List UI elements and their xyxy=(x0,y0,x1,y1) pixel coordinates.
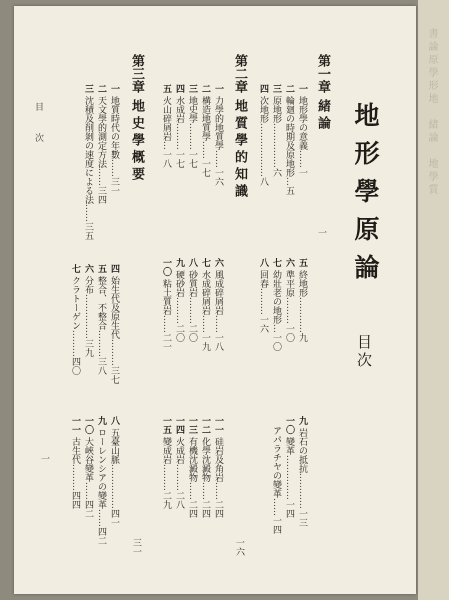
ch2-item-4: 四 水成岩………一七 xyxy=(174,84,184,168)
ch2-item-3: 三 地史學………一七 xyxy=(187,84,197,168)
ch2-item-7: 七 水成碎屑岩……一九 xyxy=(200,258,210,351)
ch1-item-6: 六 準平原………一〇 xyxy=(284,258,294,342)
ch2-item-8: 八 砂質岩………二〇 xyxy=(187,258,197,342)
ch1-item-10: 一〇 變革……………一四 xyxy=(284,416,294,518)
ch3-item-8: 八 五臺山脈……………四一 xyxy=(109,416,119,527)
ch2-item-1: 一 力學的地質學……一六 xyxy=(213,84,223,186)
ch3-item-11: 一一 古生代………四四 xyxy=(70,416,80,509)
ch2-item-11: 一一 硅岩及角岩……二四 xyxy=(213,416,223,518)
ch2-item-14: 一四 火成岩………二八 xyxy=(174,416,184,509)
toc-page xyxy=(14,6,416,594)
ch2-item-12: 一二 化學沈澱物……二四 xyxy=(200,416,210,518)
ch1-item-1: 一 地形學の意義……一 xyxy=(297,84,307,177)
ch2-item-2: 二 構造地質學……一七 xyxy=(200,84,210,177)
ch1-item-4: 四 次地形………………八 xyxy=(258,84,268,186)
bleed-through-text: 書論原學形地 緒論 地學質 xyxy=(426,28,437,197)
side-label: 目次 xyxy=(33,102,43,164)
opposite-page xyxy=(418,0,449,600)
ch3-item-5: 五 整合、不整合………三八 xyxy=(96,264,106,375)
chapter-1-heading xyxy=(313,54,332,133)
ch2-item-9: 九 硬砂岩………二〇 xyxy=(174,258,184,342)
ch2-item-10: 一〇 粘土質岩……二一 xyxy=(161,258,171,351)
ch3-item-2: 二 天文學的測定方法……三四 xyxy=(96,84,106,204)
book-title: 地形學原論 xyxy=(351,102,380,292)
ch3-item-1: 一 地質時代の年數……三一 xyxy=(109,84,119,195)
ch3-item-3: 三 沈積及削剝の速度による法……三五 xyxy=(83,84,93,240)
ch3-item-10: 一〇 大峽谷變革……四二 xyxy=(83,416,93,518)
chapter-3-title: 地史學概要 xyxy=(129,99,144,184)
ch1-item-2: 二 輪廻の時期及原地形…五 xyxy=(284,84,294,195)
chapter-2-title: 地質學的知識 xyxy=(232,99,247,201)
ch3-item-4: 四 始生代及原生代………三七 xyxy=(109,264,119,384)
page-number: 一 xyxy=(39,454,49,463)
ch1-item-5: 五 終地形…………九 xyxy=(297,258,307,342)
ch2-item-15: 一五 變成岩………二九 xyxy=(161,416,171,509)
toc-subtitle: 目次 xyxy=(355,334,373,370)
ch3-item-7: 七 クラトーゲン………四〇 xyxy=(70,264,80,375)
chapter-3-heading xyxy=(127,54,146,184)
chapter-2-number: 第二章 xyxy=(232,54,247,93)
ch1-item-3: 三 原地形……………六 xyxy=(271,84,281,177)
chapter-2-heading xyxy=(230,54,249,201)
ch1-item-11: アパラチヤの變革……一四 xyxy=(271,426,281,534)
chapter-3-page: 三一 xyxy=(131,538,141,556)
ch1-item-9: 九 岩石の抵抗…………一三 xyxy=(297,416,307,527)
ch1-item-7: 七 幼壯老の地形…一〇 xyxy=(271,258,281,351)
ch3-item-9: 九 ローレンシアの變革……四二 xyxy=(96,416,106,545)
ch2-item-13: 一三 有機沈澱物……二四 xyxy=(187,416,197,518)
chapter-2-page: 一六 xyxy=(234,538,244,556)
ch2-item-5: 五 火山碎屑岩…一八 xyxy=(161,84,171,168)
chapter-1-number: 第一章 xyxy=(315,54,330,93)
ch3-item-6: 六 分布……………三九 xyxy=(83,264,93,357)
ch2-item-6: 六 風成碎屑岩……一八 xyxy=(213,258,223,351)
chapter-1-page: 一 xyxy=(316,228,326,237)
ch1-item-8: 八 回春………一六 xyxy=(258,258,268,333)
chapter-3-number: 第三章 xyxy=(129,54,144,93)
chapter-1-title: 緒論 xyxy=(315,99,330,133)
